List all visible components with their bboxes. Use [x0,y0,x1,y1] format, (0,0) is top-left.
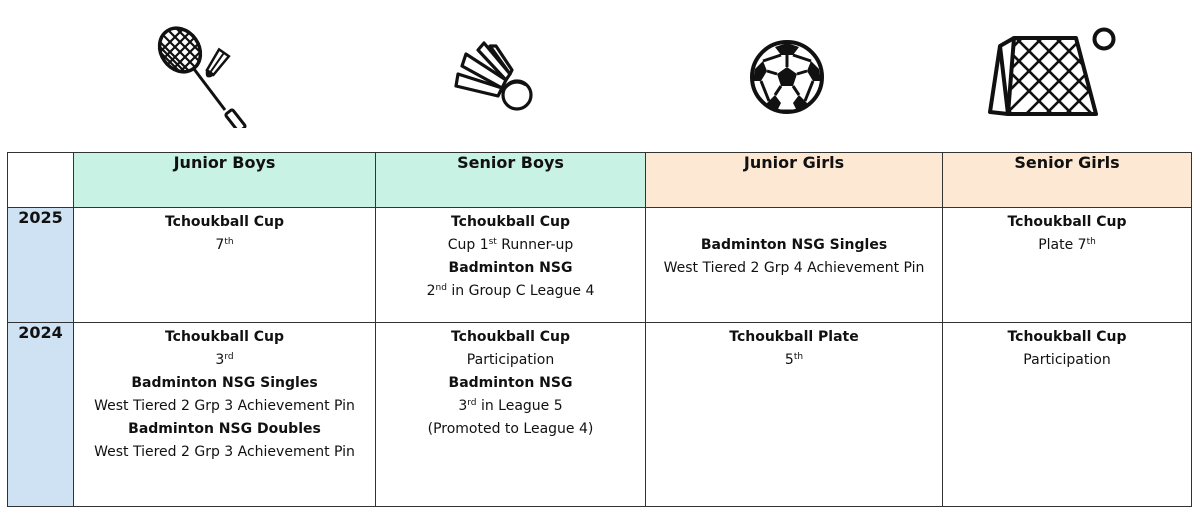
result-placing: 3rd [215,352,234,368]
junior-girls-2024-cell [646,323,943,507]
header-junior-boys: Junior Boys [74,153,376,208]
table-header-row [8,153,1192,208]
tchoukball-frame-icon [984,26,1120,120]
result-placing: West Tiered 2 Grp 4 Achievement Pin [663,260,925,276]
result-placing: West Tiered 2 Grp 3 Achievement Pin [94,444,355,460]
result-title: Tchoukball Cup [450,329,571,345]
senior-girls-2024-cell [943,323,1192,507]
result-placing: West Tiered 2 Grp 3 Achievement Pin [94,398,355,414]
result-placing: Cup 1st Runner-up [447,237,574,253]
result-placing: 7th [215,237,234,253]
result-placing: 2nd in Group C League 4 [426,283,595,299]
table-row [8,323,1192,507]
senior-girls-2025-cell [943,208,1192,323]
result-title: Badminton NSG Singles [700,237,888,253]
header-senior-boys: Senior Boys [376,153,646,208]
result-title: Badminton NSG [448,375,573,391]
senior-boys-2025-cell [376,208,646,323]
results-table [7,152,1192,507]
result-placing: Plate 7th [1038,237,1096,253]
junior-boys-2024-cell [74,323,376,507]
badminton-racket-icon [150,22,254,128]
year-cell: 2024 [8,323,74,507]
result-placing: 3rd in League 5 [458,398,563,414]
shuttlecock-icon [452,40,534,116]
header-senior-girls: Senior Girls [943,153,1192,208]
result-placing: 5th [784,352,804,368]
result-note: (Promoted to League 4) [427,421,594,437]
result-placing: Participation [1023,352,1111,368]
junior-girls-2025-cell [646,208,943,323]
result-title: Tchoukball Cup [164,329,285,345]
result-title: Tchoukball Plate [729,329,859,345]
corner-cell [8,153,74,208]
result-title: Badminton NSG Singles [131,375,318,391]
result-title: Tchoukball Cup [1007,214,1127,230]
junior-boys-2025-cell [74,208,376,323]
table-row [8,208,1192,323]
header-junior-girls: Junior Girls [646,153,943,208]
result-title: Badminton NSG [448,260,573,276]
result-title: Tchoukball Cup [450,214,571,230]
result-title: Tchoukball Cup [164,214,285,230]
senior-boys-2024-cell [376,323,646,507]
year-cell: 2025 [8,208,74,323]
result-title: Badminton NSG Doubles [128,421,321,437]
result-title: Tchoukball Cup [1007,329,1127,345]
result-placing: Participation [466,352,555,368]
football-icon [747,39,827,115]
